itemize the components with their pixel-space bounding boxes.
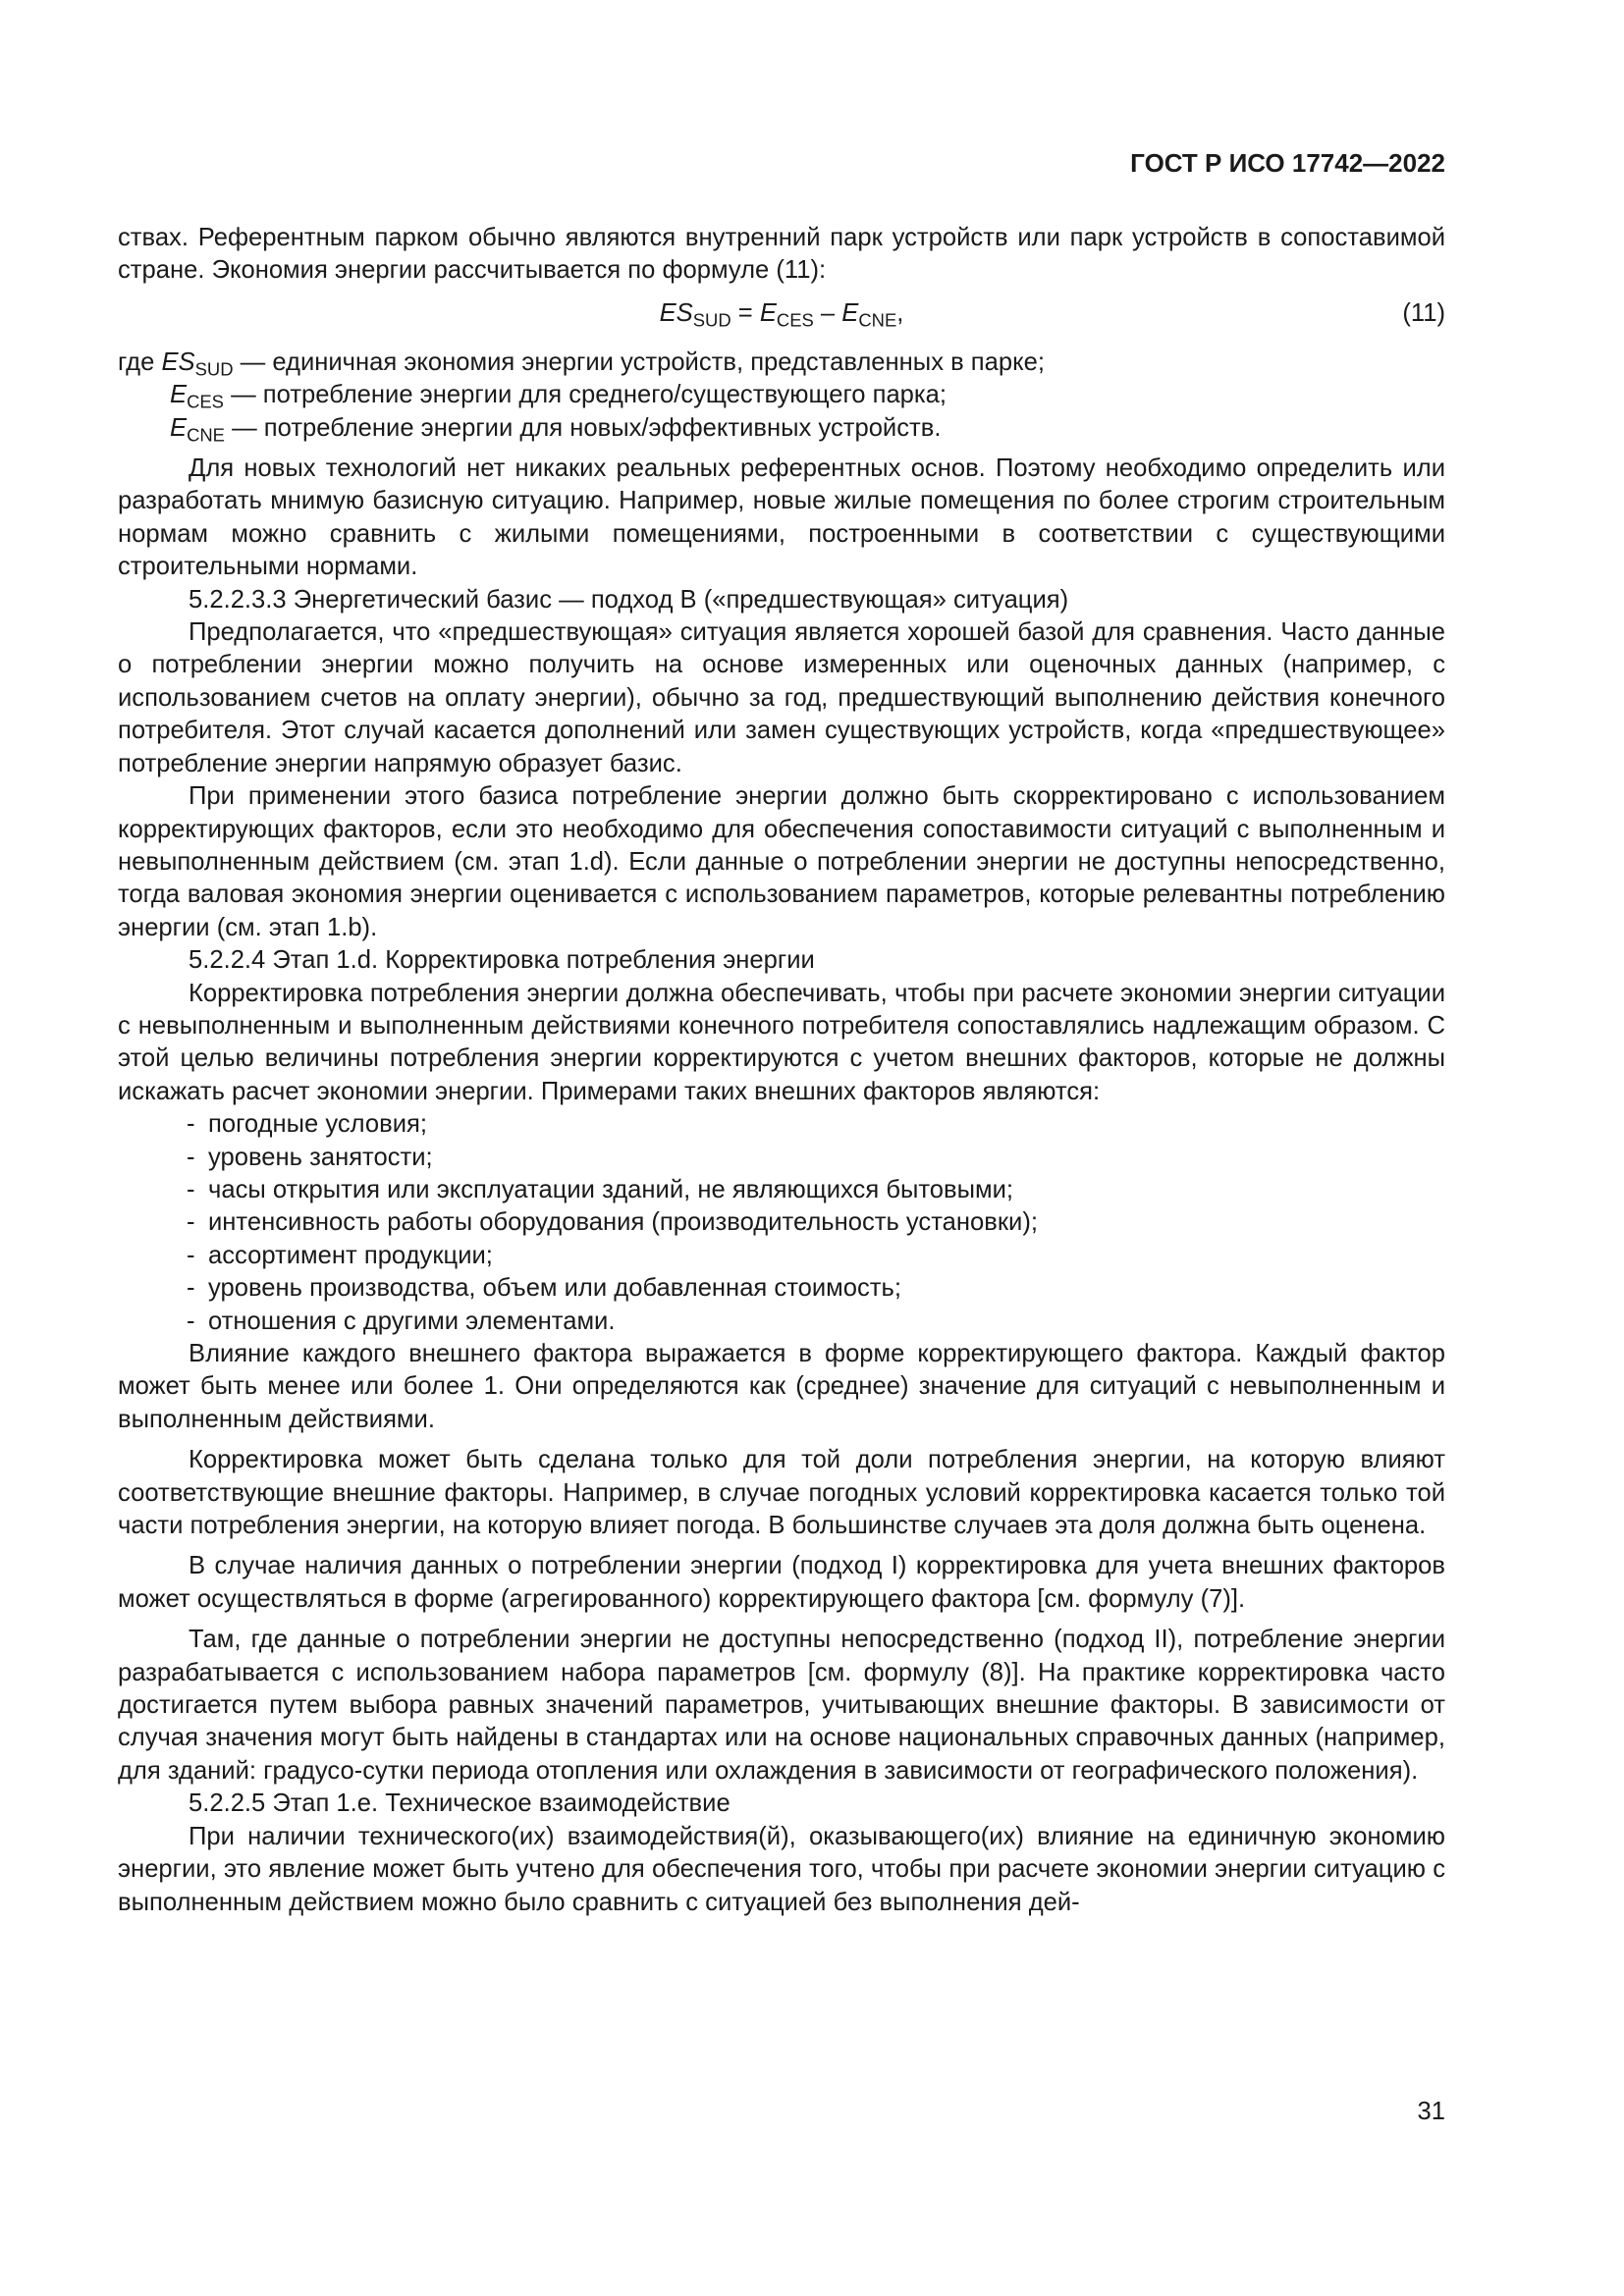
list-item [118,1174,1445,1206]
dash-marker: - [187,1241,195,1269]
subscript-ces: CES [776,309,814,331]
equals-sign: = [731,298,760,327]
document-body [118,222,1445,1919]
section-heading: 5.2.2.5 Этап 1.е. Техническое взаимодействие [189,1789,731,1818]
dash-marker: - [187,1110,195,1139]
list-item-text: интенсивность работы оборудования (производительность установки); [208,1208,1038,1237]
list-item [118,1108,1445,1141]
dash-marker: - [187,1208,195,1237]
def-text: — потребление энергии для новых/эффективных устройств. [224,413,942,442]
paragraph: Корректировка потребления энергии должна обеспечивать, чтобы при расчете экономии энергии ситуации с невыполненным и выполненным действиями конечного потребителя сопоставлялись надлежащим образом. С этой целью величины потребления энергии корректируются с учетом внешних факторов, которые не должны искажать расчет экономии энергии. Примерами таких внешних факторов являются: [118,979,1445,1105]
subscript-cne: CNE [858,309,897,331]
symbol-es: ES [659,298,693,327]
paragraph: При применении этого базиса потребление энергии должно быть скорректировано с использованием корректирующих факторов, если это необходимо для обеспечения сопоставимости ситуаций с выполненным и невыполненным действием (см. этап 1.d). Если данные о потреблении энергии не доступны непосредственно, тогда валовая экономия энергии оценивается с использованием параметров, которые релевантны потреблению энергии (см. этап 1.b). [118,782,1445,941]
def-subscript: SUD [194,358,234,380]
subscript-sud: SUD [692,309,731,331]
dash-marker: - [187,1307,195,1335]
list-item [118,1306,1445,1338]
paragraph: Влияние каждого внешнего фактора выражается в форме корректирующего фактора. Каждый фактор может быть менее или более 1. Они определяются как (среднее) значение для ситуаций с невыполненным и выполненным действиями. [118,1340,1445,1433]
page-number: 31 [1417,2098,1445,2125]
def-symbol: E [170,381,188,409]
list-item [118,1142,1445,1174]
def-subscript: CES [187,391,224,412]
list-item-text: погодные условия; [208,1110,427,1139]
list-item-text: отношения с другими элементами. [208,1307,616,1335]
symbol-e: E [759,298,777,327]
standard-designation: ГОСТ Р ИСО 17742—2022 [1130,148,1445,178]
dash-marker: - [187,1274,195,1303]
formula-11 [118,294,1445,339]
section-heading: 5.2.2.3.3 Энергетический базис — подход В («предшествующая» ситуация) [189,585,1069,614]
paragraph: Для новых технологий нет никаких реальных референтных основ. Поэтому необходимо определить или разработать мнимую базисную ситуацию. Например, новые жилые помещения по более строгим строительным нормам можно сравнить с жилыми помещениями, построенными в соответствии с существующими строительными нормами. [118,454,1445,581]
def-text: — единичная экономия энергии устройств, представленных в парке; [233,347,1045,376]
list-item-text: часы открытия или эксплуатации зданий, не являющихся бытовыми; [208,1175,1014,1203]
definition-es-sud [118,347,1445,379]
dash-marker: - [187,1175,195,1203]
list-item-text: уровень производства, объем или добавленная стоимость; [208,1274,901,1303]
paragraph: Предполагается, что «предшествующая» ситуация является хорошей базой для сравнения. Часто данные о потреблении энергии можно получить на основе измеренных или оценочных данных (например, с использованием счетов на оплату энергии), обычно за год, предшествующий выполнению действия конечного потребителя. Этот случай касается дополнений или замен существующих устройств, когда «предшествующее» потребление энергии напрямую образует базис. [118,618,1445,777]
paragraph: При наличии технического(их) взаимодействия(й), оказывающего(их) влияние на единичную экономию энергии, это явление может быть учтено для обеспечения того, чтобы при расчете экономии энергии ситуацию с выполненным действием можно было сравнить с ситуацией без выполнения дей- [118,1822,1445,1916]
def-symbol: E [170,413,188,442]
where-label: где [118,347,162,376]
formula-number: (11) [1402,298,1445,327]
definition-e-cne [118,412,1445,445]
factor-list [118,1108,1445,1338]
symbol-e: E [841,298,859,327]
paragraph: Корректировка может быть сделана только для той доли потребления энергии, на которую влияют соответствующие внешние факторы. Например, в случае погодных условий корректировка касается только той части потребления энергии, на которую влияет погода. В большинстве случаев эта доля должна быть оценена. [118,1446,1445,1540]
def-text: — потребление энергии для среднего/существующего парка; [223,381,947,409]
list-item-text: ассортимент продукции; [208,1241,493,1269]
list-item [118,1240,1445,1272]
paragraph: В случае наличия данных о потреблении энергии (подход I) корректировка для учета внешних факторов может осуществляться в форме (агрегированного) корректирующего фактора [см. формулу (7)]. [118,1552,1445,1613]
list-item [118,1272,1445,1305]
list-item-text: уровень занятости; [208,1143,433,1171]
list-item [118,1206,1445,1239]
formula-expression [118,297,1445,330]
def-subscript: CNE [187,424,225,446]
dash-marker: - [187,1143,195,1171]
paragraph-intro: ствах. Референтным парком обычно являются внутренний парк устройств или парк устройств в сопоставимой стране. Экономия энергии рассчитывается по формуле (11): [118,224,1445,285]
paragraph: Там, где данные о потреблении энергии не доступны непосредственно (подход II), потребление энергии разрабатывается с использованием набора параметров [см. формулу (8)]. На практике корректировка часто достигается путем выбора равных значений параметров, учитывающих внешние факторы. В зависимости от случая значения могут быть найдены в стандартах или на основе национальных справочных данных (например, для зданий: градусо-сутки периода отопления или охлаждения в зависимости от географического положения). [118,1626,1445,1785]
section-heading: 5.2.2.4 Этап 1.d. Корректировка потребления энергии [189,946,815,975]
formula-comma: , [896,298,904,327]
def-symbol: ES [161,347,195,376]
minus-sign: – [813,298,842,327]
definition-e-ces [118,379,1445,411]
